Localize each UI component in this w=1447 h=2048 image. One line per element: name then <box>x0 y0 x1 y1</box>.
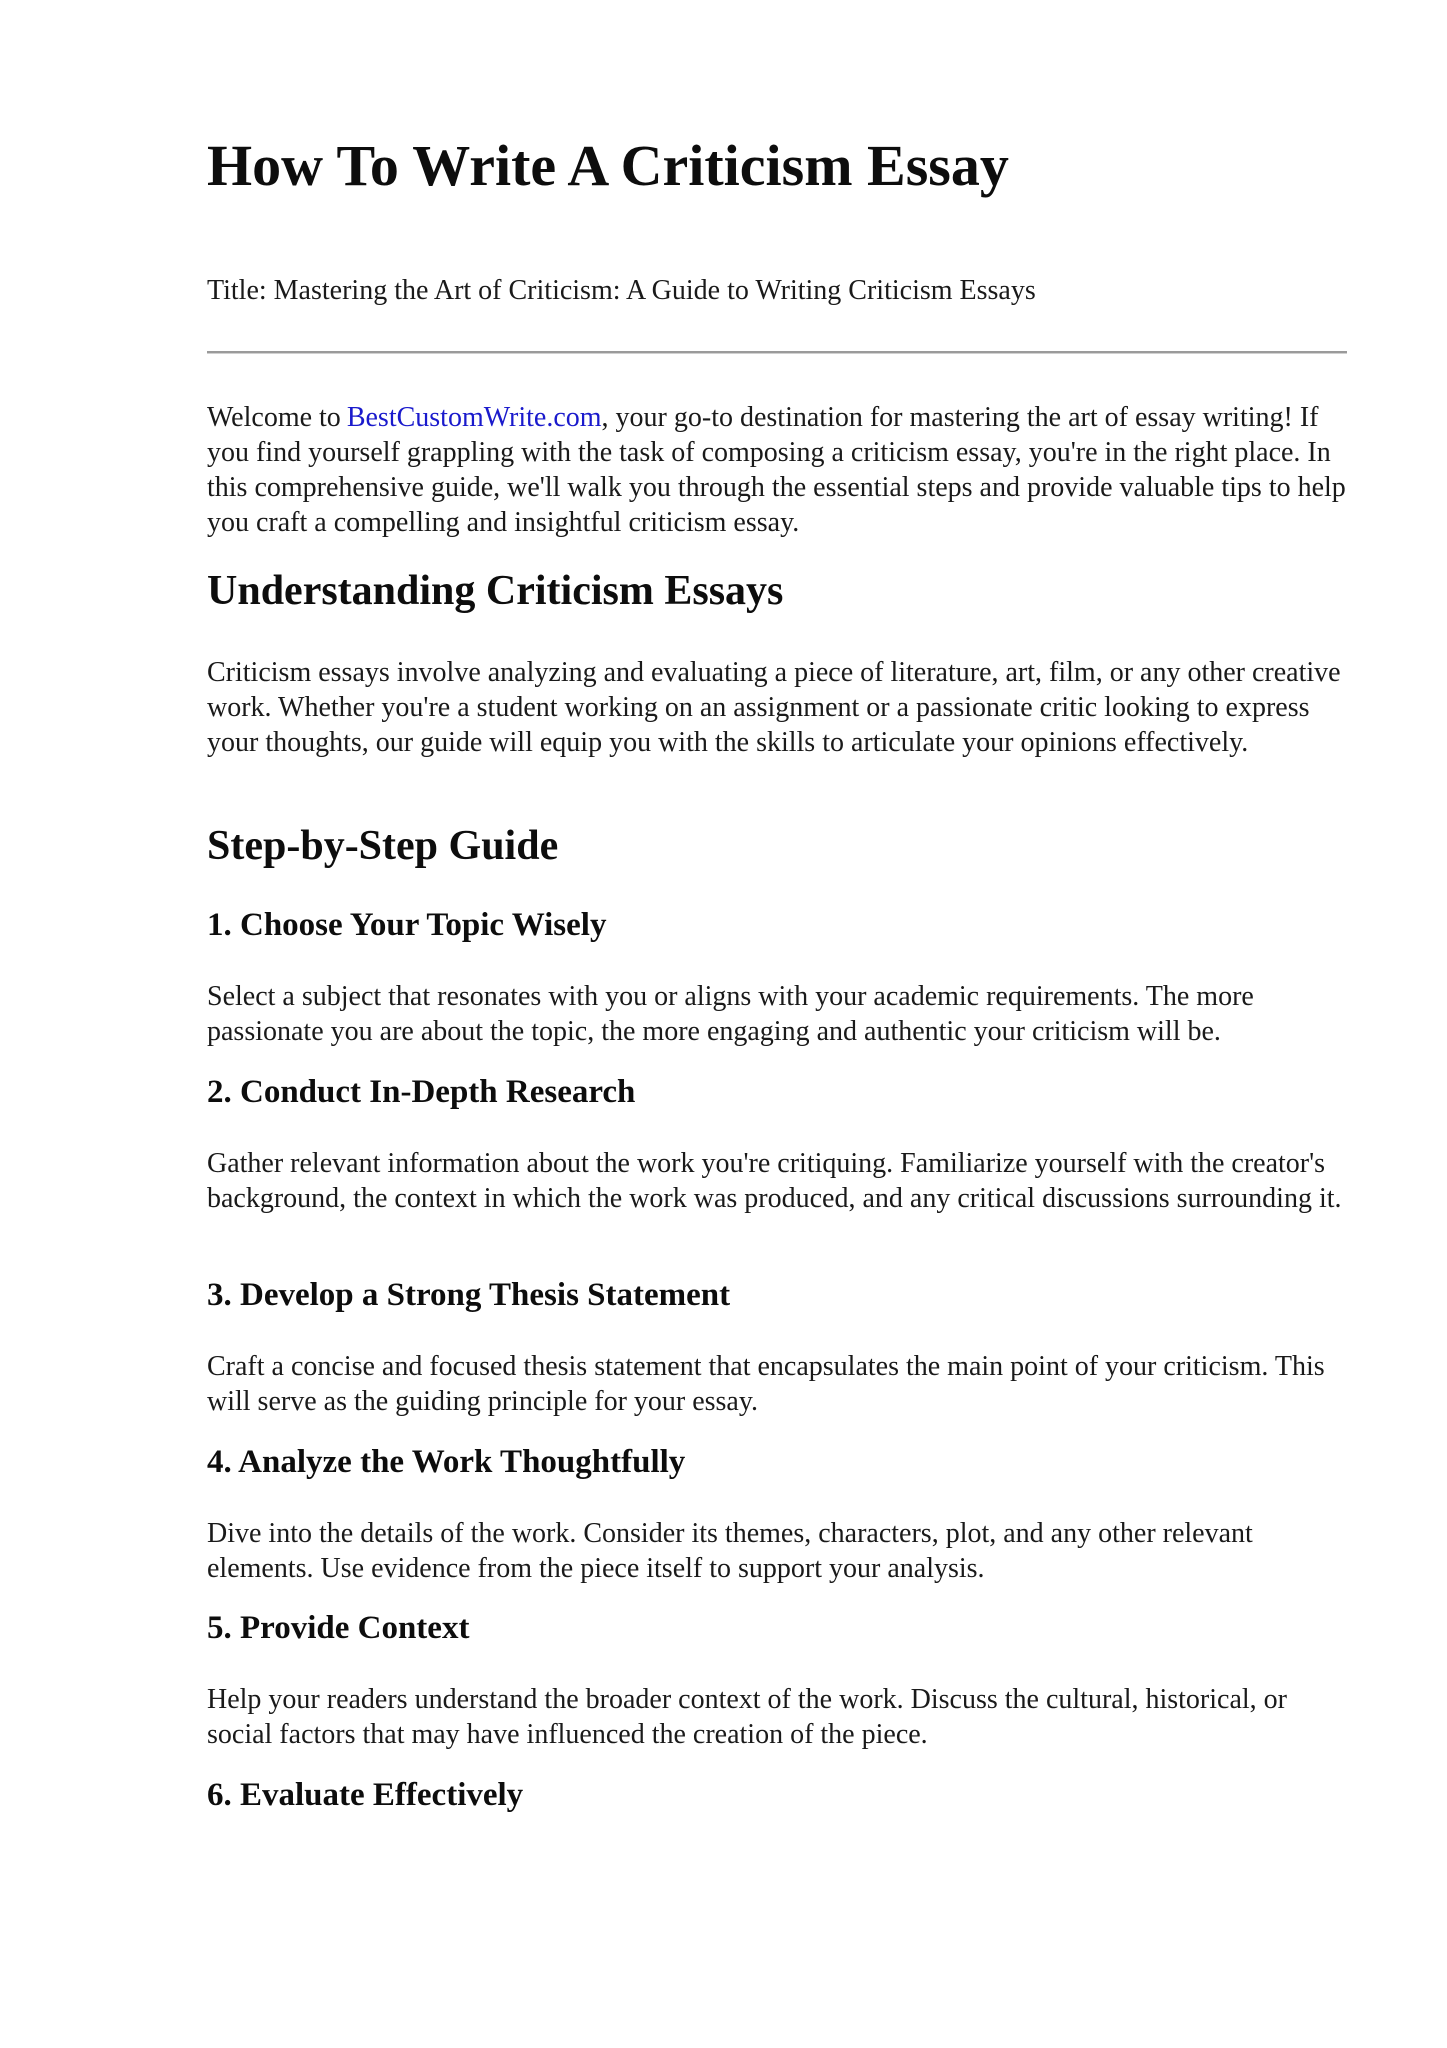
step-2-paragraph: Gather relevant information about the work you're critiquing. Familiarize yourself with the creator's background, the context in which the work was produced, and any critical discussions surrounding it. <box>207 1148 1342 1214</box>
understanding-paragraph: Criticism essays involve analyzing and evaluating a piece of literature, art, film, or any other creative work. Whether you're a student working on an assignment or a passionate critic looking to express your thoughts, our guide will equip you with the skills to articulate your opinions effectively. <box>207 657 1341 758</box>
step-6-heading: 6. Evaluate Effectively <box>207 1777 524 1813</box>
step-1-paragraph: Select a subject that resonates with you or aligns with your academic requirements. The more passionate you are about the topic, the more engaging and authentic your criticism will be. <box>207 981 1254 1047</box>
step-4-heading: 4. Analyze the Work Thoughtfully <box>207 1444 686 1480</box>
step-4-paragraph: Dive into the details of the work. Consider its themes, characters, plot, and any other relevant elements. Use evidence from the piece itself to support your analysis. <box>207 1518 1253 1584</box>
bestcustomwrite-link[interactable]: BestCustomWrite.com <box>346 402 602 433</box>
intro-text-before-link: Welcome to <box>207 402 341 433</box>
step-3-paragraph: Craft a concise and focused thesis statement that encapsulates the main point of your criticism. This will serve as the guiding principle for your essay. <box>207 1351 1325 1417</box>
step-2-heading: 2. Conduct In-Depth Research <box>207 1074 636 1110</box>
page-title: How To Write A Criticism Essay <box>207 133 1009 198</box>
intro-paragraph <box>207 400 1347 540</box>
step-1-heading: 1. Choose Your Topic Wisely <box>207 907 607 943</box>
intro-text-after-link: , your go-to destination for mastering the art of essay writing! If you find yourself grappling with the task of composing a criticism essay, you're in the right place. In this comprehensive guide, we'll walk you through the essential steps and provide valuable tips to help you craft a compelling and insightful criticism essay. <box>207 402 1346 538</box>
document-subtitle: Title: Mastering the Art of Criticism: A Guide to Writing Criticism Essays <box>207 275 1036 306</box>
step-5-paragraph: Help your readers understand the broader context of the work. Discuss the cultural, historical, or social factors that may have influenced the creation of the piece. <box>207 1684 1287 1750</box>
understanding-heading: Understanding Criticism Essays <box>207 568 784 614</box>
step-5-heading: 5. Provide Context <box>207 1610 470 1646</box>
step-3-heading: 3. Develop a Strong Thesis Statement <box>207 1277 731 1313</box>
guide-heading: Step-by-Step Guide <box>207 823 559 869</box>
horizontal-divider <box>207 351 1347 354</box>
